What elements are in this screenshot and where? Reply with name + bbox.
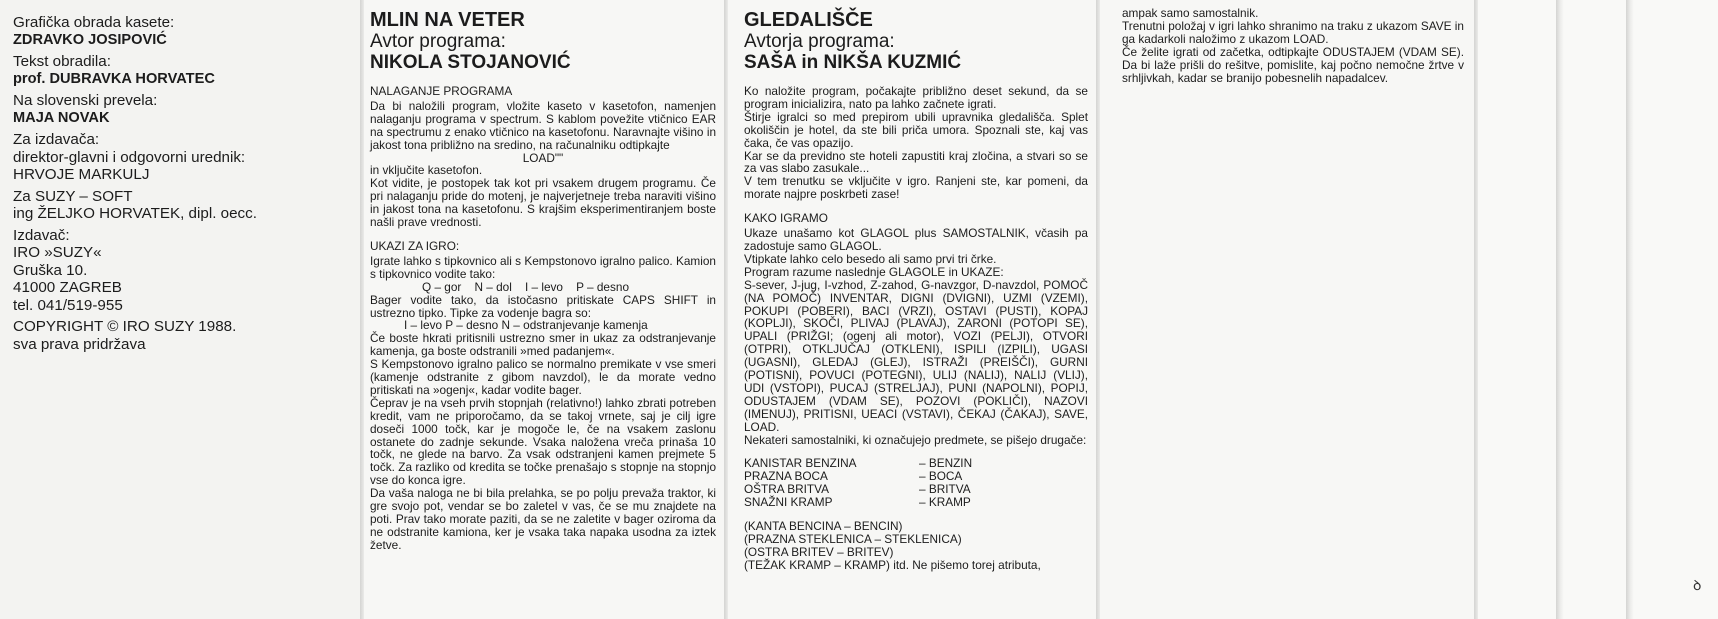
author-name: NIKOLA STOJANOVIĆ: [370, 52, 571, 73]
section-heading: KAKO IGRAMO: [744, 211, 828, 226]
paragraph: ampak samo samostalnik.: [1122, 6, 1259, 20]
translate-credit: Na slovenski prevela: MAJA NOVAK: [13, 92, 158, 126]
keys-bager: I – levo P – desno N – odstranjevanje kamenja: [404, 318, 648, 333]
game-title: GLEDALIŠČE: [744, 9, 873, 31]
paragraph: Da vaša naloga ne bi bila prelahka, se po polju prevaža traktor, ki gre svojo pot, vendar se bo zaletel v vas, če se mu znajdete na poti. Prav tako morate paziti, da se ne zaletite v bager oziroma da ne odstranite kamiona, ker je vsaka taka napaka usodna za iztek žetve.: [370, 486, 716, 552]
paren-line: (TEŽAK KRAMP – KRAMP) itd. Ne pišemo torej atributa,: [744, 557, 1041, 572]
mlin-panel: [364, 0, 726, 619]
paragraph: Čeprav je na vseh prvih stopnjah (relativno!) lahko zbrati potreben kredit, vam ne priporočamo, da se takoj vrnete, saj je cilj igre doseči 1000 točk, kar je mogoče le, če na vsakem zaslonu ostanete do zadnje sekunde. Vsaka naložena vreča prinaša 10 točk, ne glede na barvo. Za vsak odstranjeni kamen prejmete 5 točk. Za razliko od kredita se točke prenašajo s stopnje na stopnjo vse do konca igre.: [370, 395, 716, 488]
paragraph: Da bi naložili program, vložite kaseto v kasetofon, namenjen nalaganju programa v spectrum. S kablom povežite vtičnico EAR na spectrumu z enako vtičnico na kasetofonu. Naravnajte višino in jakost tona približno na sredino, na računalniku odtipkajte: [370, 98, 716, 152]
author-label: Avtorja programa:: [744, 31, 895, 52]
text-credit: Tekst obradila: prof. DUBRAVKA HORVATEC: [13, 53, 215, 87]
copyright: COPYRIGHT © IRO SUZY 1988. sva prava pridržava: [13, 318, 237, 353]
paragraph: Bager vodite tako, da istočasno pritiskate CAPS SHIFT in ustrezno tipko. Tipke za vodenje bagra so:: [370, 292, 716, 320]
gledalisce-panel: [728, 0, 1098, 619]
section-heading: NALAGANJE PROGRAMA: [370, 84, 513, 98]
suzy-credit: Za SUZY – SOFT ing ŽELJKO HORVATEK, dipl. oecc.: [13, 187, 257, 222]
author-name: SAŠA in NIKŠA KUZMIĆ: [744, 52, 962, 73]
table-row: PRAZNA BOCA – BOCA: [744, 469, 963, 484]
load-command: LOAD"": [522, 150, 564, 165]
fold-line: [1626, 0, 1634, 619]
table-row: KANISTAR BENZINA – BENZIN: [744, 456, 973, 471]
paragraph: Trenutni položaj v igri lahko shranimo na traku z ukazom SAVE in ga kadarkoli naložimo z ukazom LOAD.: [1122, 18, 1464, 46]
paragraph: Igrate lahko s tipkovnico ali s Kempstonovo igralno palico. Kamion s tipkovnico vodite tako:: [370, 253, 716, 281]
paren-line: (KANTA BENCINA – BENCIN): [744, 519, 903, 534]
credits-panel: [0, 0, 362, 619]
keys-truck: Q – gor N – dol I – levo P – desno: [422, 279, 629, 294]
continuation-panel: [1100, 0, 1476, 619]
paren-line: (OSTRA BRITEV – BRITEV): [744, 544, 894, 559]
section-heading: UKAZI ZA IGRO:: [370, 238, 460, 253]
paragraph: Kot vidite, je postopek tak kot pri vsakem drugem programu. Če pri nalaganju pride do motenj, je najverjetneje treba naraviti višino in jakost tona na kasetofonu. S krajšim eksperimentiranjem boste našli prave vrednosti.: [370, 176, 716, 230]
paragraph: Kar se da previdno ste hoteli zapustiti kraj zločina, a stvari so se za vas slabo zasukale...: [744, 148, 1088, 176]
game-title: MLIN NA VETER: [370, 9, 525, 31]
paragraph: Če boste hkrati pritisnili ustrezno smer in ukaz za odstranjevanje kamenja, ga boste odstranili »med padanjem«.: [370, 331, 716, 359]
paragraph: Ukaze unašamo kot GLAGOL plus SAMOSTALNIK, včasih pa zadostuje samo GLAGOL.: [744, 226, 1088, 253]
paragraph: Program razume naslednje GLAGOLE in UKAZE:: [744, 264, 1004, 279]
corner-mark-icon: ꝺ: [1693, 578, 1702, 594]
graphic-credit: Grafička obrada kasete: ZDRAVKO JOSIPOVIĆ: [13, 14, 175, 48]
fold-line: [1556, 0, 1564, 619]
paragraph: S-sever, J-jug, I-vzhod, Z-zahod, G-navzgor, D-navzdol, POMOČ (NA POMOČ) INVENTAR, DIGNI (DVIGNI), UZMI (VZEMI), POKUPI (POBERI), BACI (VRZI), OSTAVI (PUSTI), KOPAJ (KOPLJI), SKOČI, PLIVAJ (PLAVAJ), ZARONI (POTOPI SE), UPALI (PRIŽGI; (ogenj ali motor), VOZI (PELJI), OTVORI (OTPRI), OTKLJUČAJ (OTKLENI), ISPILI (IZPILI), UGASI (UGASNI), GLEDAJ (GLEJ), ISTRAŽI (PREIŠČI), GURNI (POTISNI), POVUCI (POTEGNI), ULIJ (NALIJ), NALIJ (VLIJ), UDI (VSTOPI), PUCAJ (STRELJAJ), PUNI (NAPOLNI), POPIJ, ODUSTAJEM (VDAM SE), POZOVI (POKLIČI), NAZOVI (IMENUJ), PRITISNI, UEACI (VSTAVI), ČEKAJ (ČAKAJ), SAVE, LOAD.: [744, 277, 1088, 434]
table-row: SNAŽNI KRAMP – KRAMP: [744, 495, 971, 510]
paragraph: V tem trenutku se vključite v igro. Ranjeni ste, kar pomeni, da morate najpre poskrbeti zase!: [744, 174, 1088, 202]
issuer-credit: Izdavač: IRO »SUZY« Gruška 10. 41000 ZAGREB tel. 041/519-955: [13, 226, 123, 314]
paragraph: Štirje igralci so med prepirom ubili upravnika gledališča. Splet okoliščin je hotel, da ste bili priča umora. Spoznali ste, kaj vas čaka, če vas opazijo.: [744, 109, 1088, 150]
blank-flap: [1478, 0, 1718, 619]
table-row: OŠTRA BRITVA – BRITVA: [744, 482, 971, 497]
paragraph: Nekateri samostalniki, ki označujejo predmete, se pišejo drugače:: [744, 432, 1087, 447]
paragraph: Če želite igrati od začetka, odtipkajte ODUSTAJEM (VDAM SE). Da bi laže prišli do rešitve, pomislite, kaj počno nemočne žrtve v srhljivkah, kadar se branijo pobesnelih napadalcev.: [1122, 44, 1464, 85]
noun-table: [744, 457, 972, 509]
author-label: Avtor programa:: [370, 31, 506, 52]
paragraph: Ko naložite program, počakajte približno deset sekund, da se program inicializira, nato pa lahko začnete igrati.: [744, 84, 1088, 111]
paragraph: S Kempstonovo igralno palico se normalno premikate v vse smeri (kamenje odstranite z gibom navzdol), le da morate vedno pritiskati na »ogenj«, kadar vodite bager.: [370, 357, 716, 397]
paren-line: (PRAZNA STEKLENICA – STEKLENICA): [744, 532, 962, 546]
paragraph: in vključite kasetofon.: [370, 163, 483, 178]
publisher-credit: Za izdavača: direktor-glavni i odgovorni urednik: HRVOJE MARKULJ: [13, 131, 246, 183]
paragraph: Vtipkate lahko celo besedo ali samo prvi tri črke.: [744, 251, 997, 266]
